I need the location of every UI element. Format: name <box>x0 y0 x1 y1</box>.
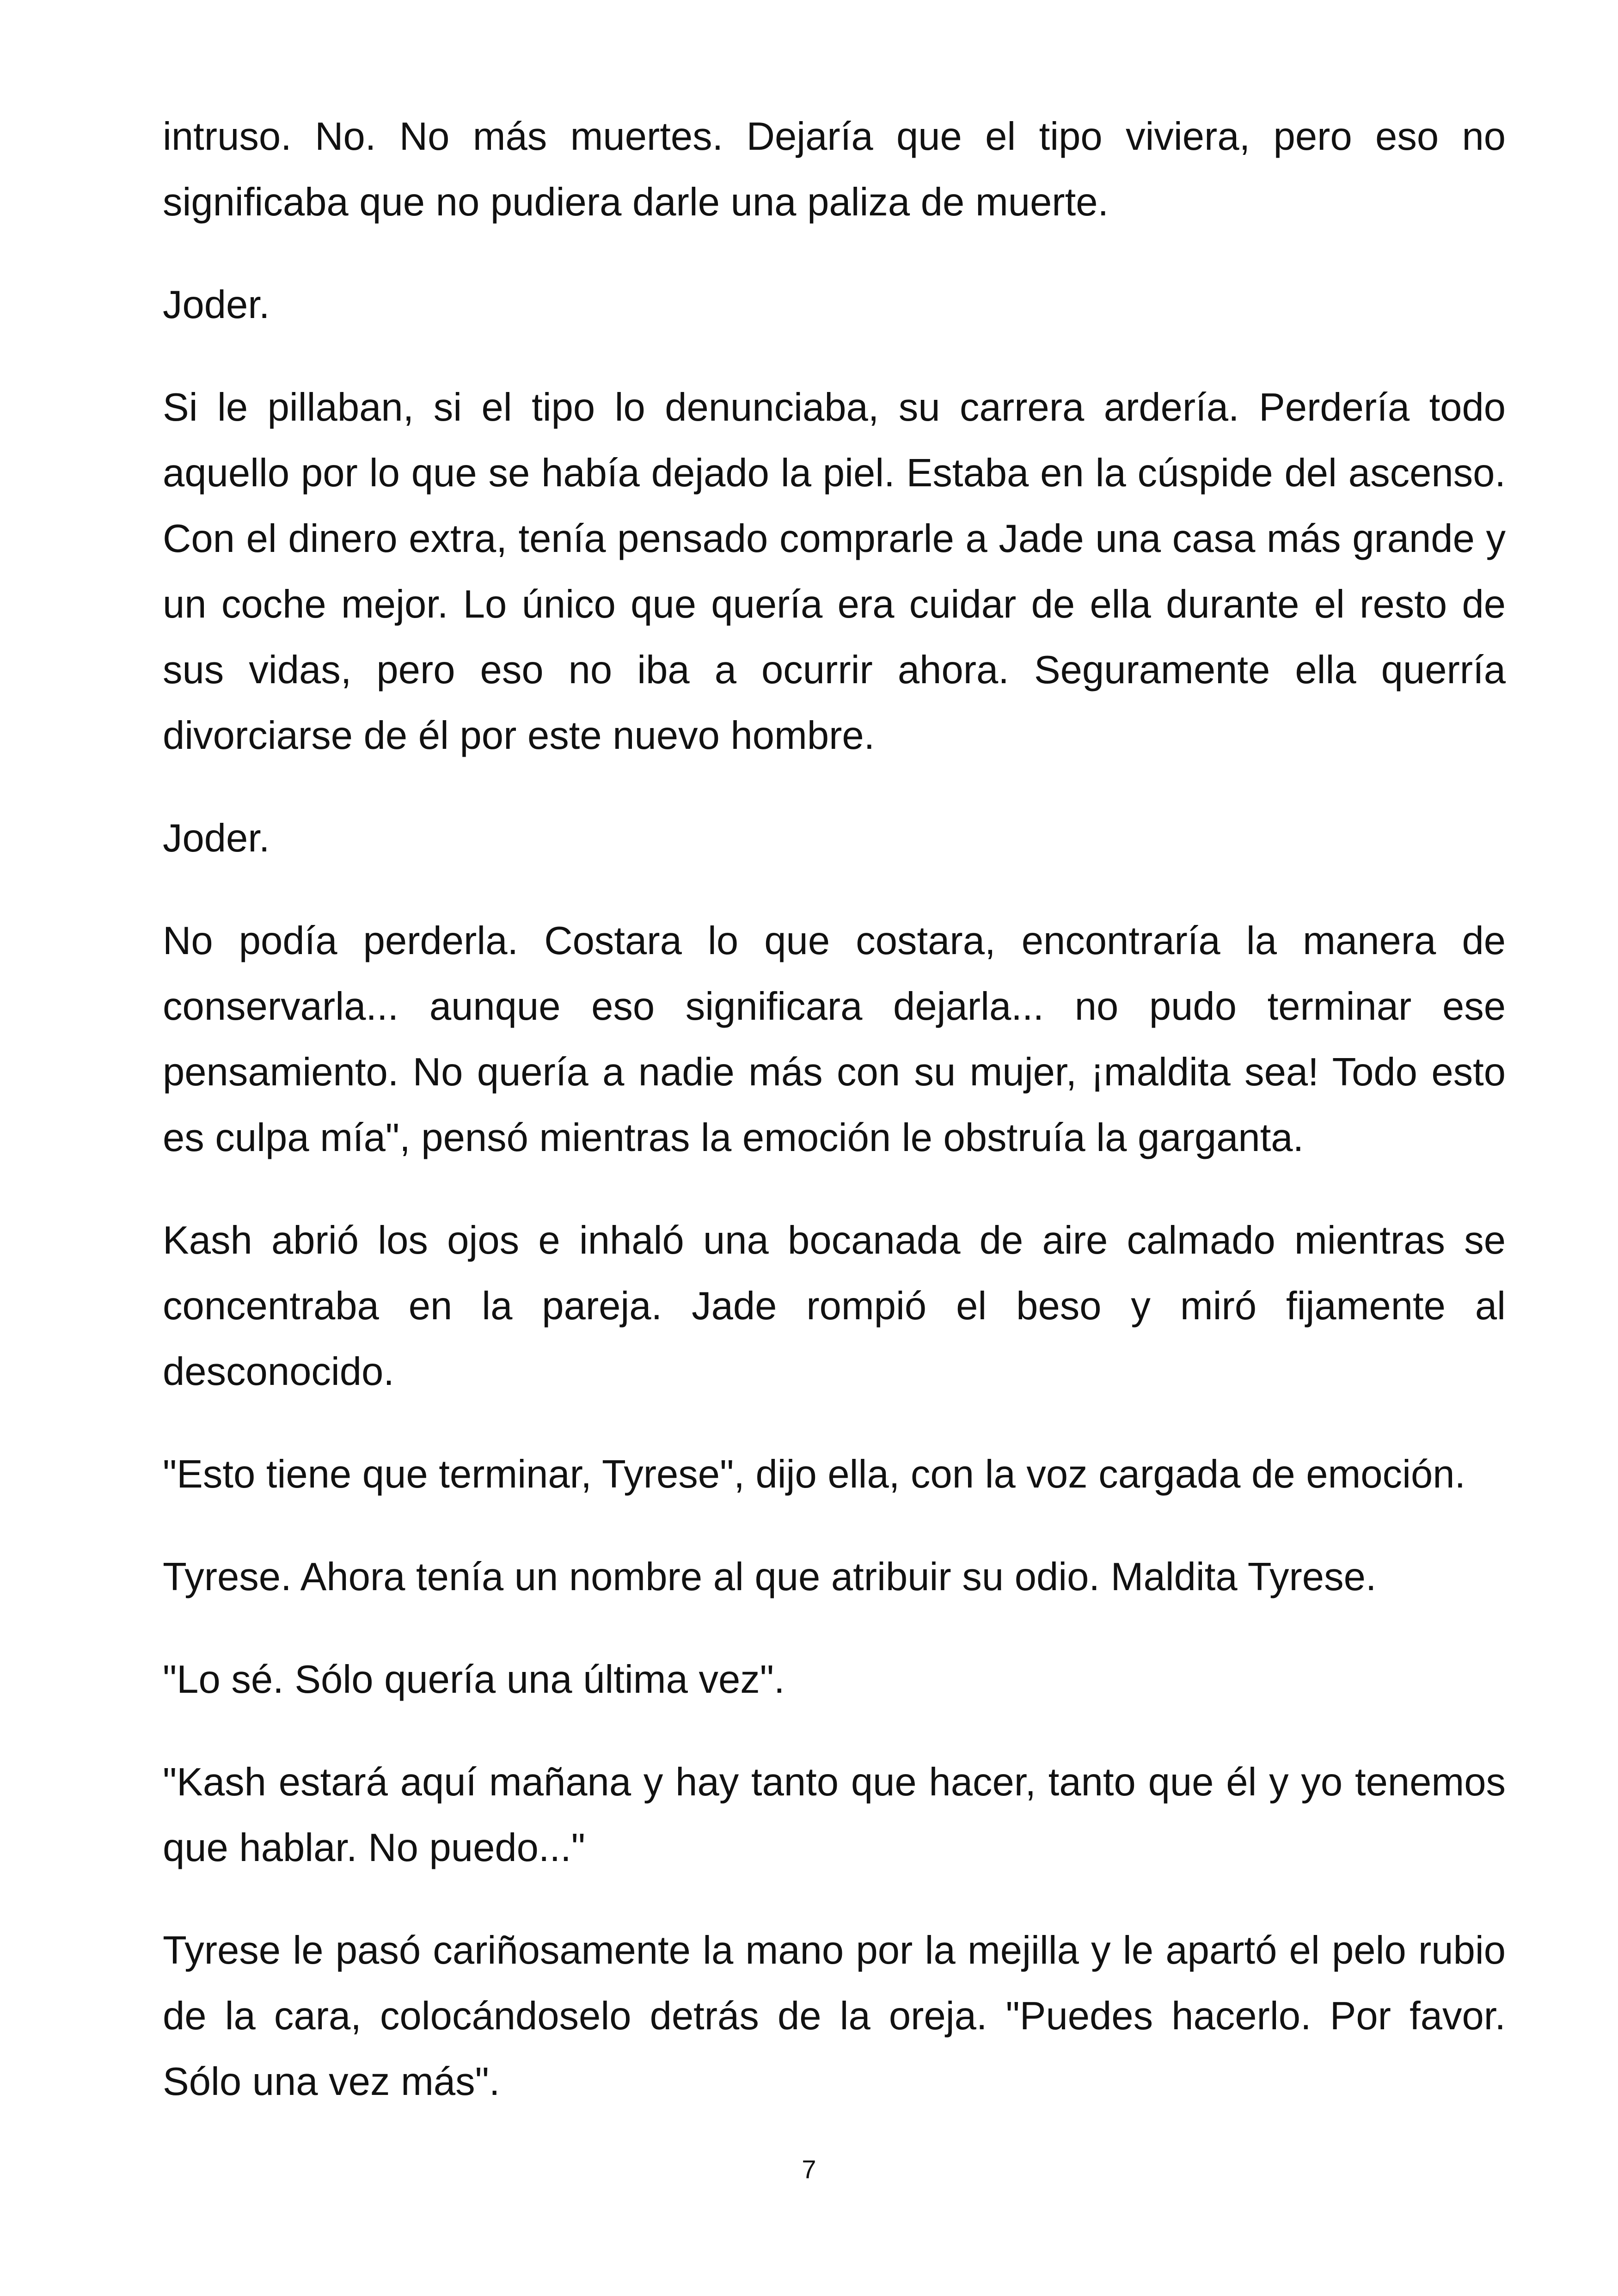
page-number: 7 <box>802 2155 816 2184</box>
paragraph: No podía perderla. Costara lo que costara, encontraría la manera de conservarla... aunque eso significara dejarla... no pudo terminar ese pensamiento. No quería a nadie más con su mujer, ¡maldita sea! Todo esto es culpa mía", pensó mientras la emoción le obstruía la garganta. <box>163 919 1506 1160</box>
paragraph: intruso. No. No más muertes. Dejaría que el tipo viviera, pero eso no significaba que no pudiera darle una paliza de muerte. <box>163 115 1506 224</box>
paragraph: Joder. <box>163 816 270 860</box>
paragraph: "Lo sé. Sólo quería una última vez". <box>163 1658 785 1702</box>
body-text <box>163 104 1506 2152</box>
paragraph: Tyrese le pasó cariñosamente la mano por la mejilla y le apartó el pelo rubio de la cara, colocándoselo detrás de la oreja. "Puedes hacerlo. Por favor. Sólo una vez más". <box>163 1929 1506 2104</box>
paragraph: Kash abrió los ojos e inhaló una bocanada de aire calmado mientras se concentraba en la pareja. Jade rompió el beso y miró fijamente al desconocido. <box>163 1218 1506 1394</box>
paragraph: Joder. <box>163 283 270 327</box>
paragraph: "Esto tiene que terminar, Tyrese", dijo ella, con la voz cargada de emoción. <box>163 1452 1466 1496</box>
paragraph: Si le pillaban, si el tipo lo denunciaba, su carrera ardería. Perdería todo aquello por lo que se había dejado la piel. Estaba en la cúspide del ascenso. Con el dinero extra, tenía pensado comprarle a Jade una casa más grande y un coche mejor. Lo único que quería era cuidar de ella durante el resto de sus vidas, pero eso no iba a ocurrir ahora. Seguramente ella querría divorciarse de él por este nuevo hombre. <box>163 386 1506 758</box>
paragraph: "Kash estará aquí mañana y hay tanto que hacer, tanto que él y yo tenemos que hablar. No puedo..." <box>163 1760 1506 1870</box>
paragraph: Tyrese. Ahora tenía un nombre al que atribuir su odio. Maldita Tyrese. <box>163 1555 1377 1599</box>
